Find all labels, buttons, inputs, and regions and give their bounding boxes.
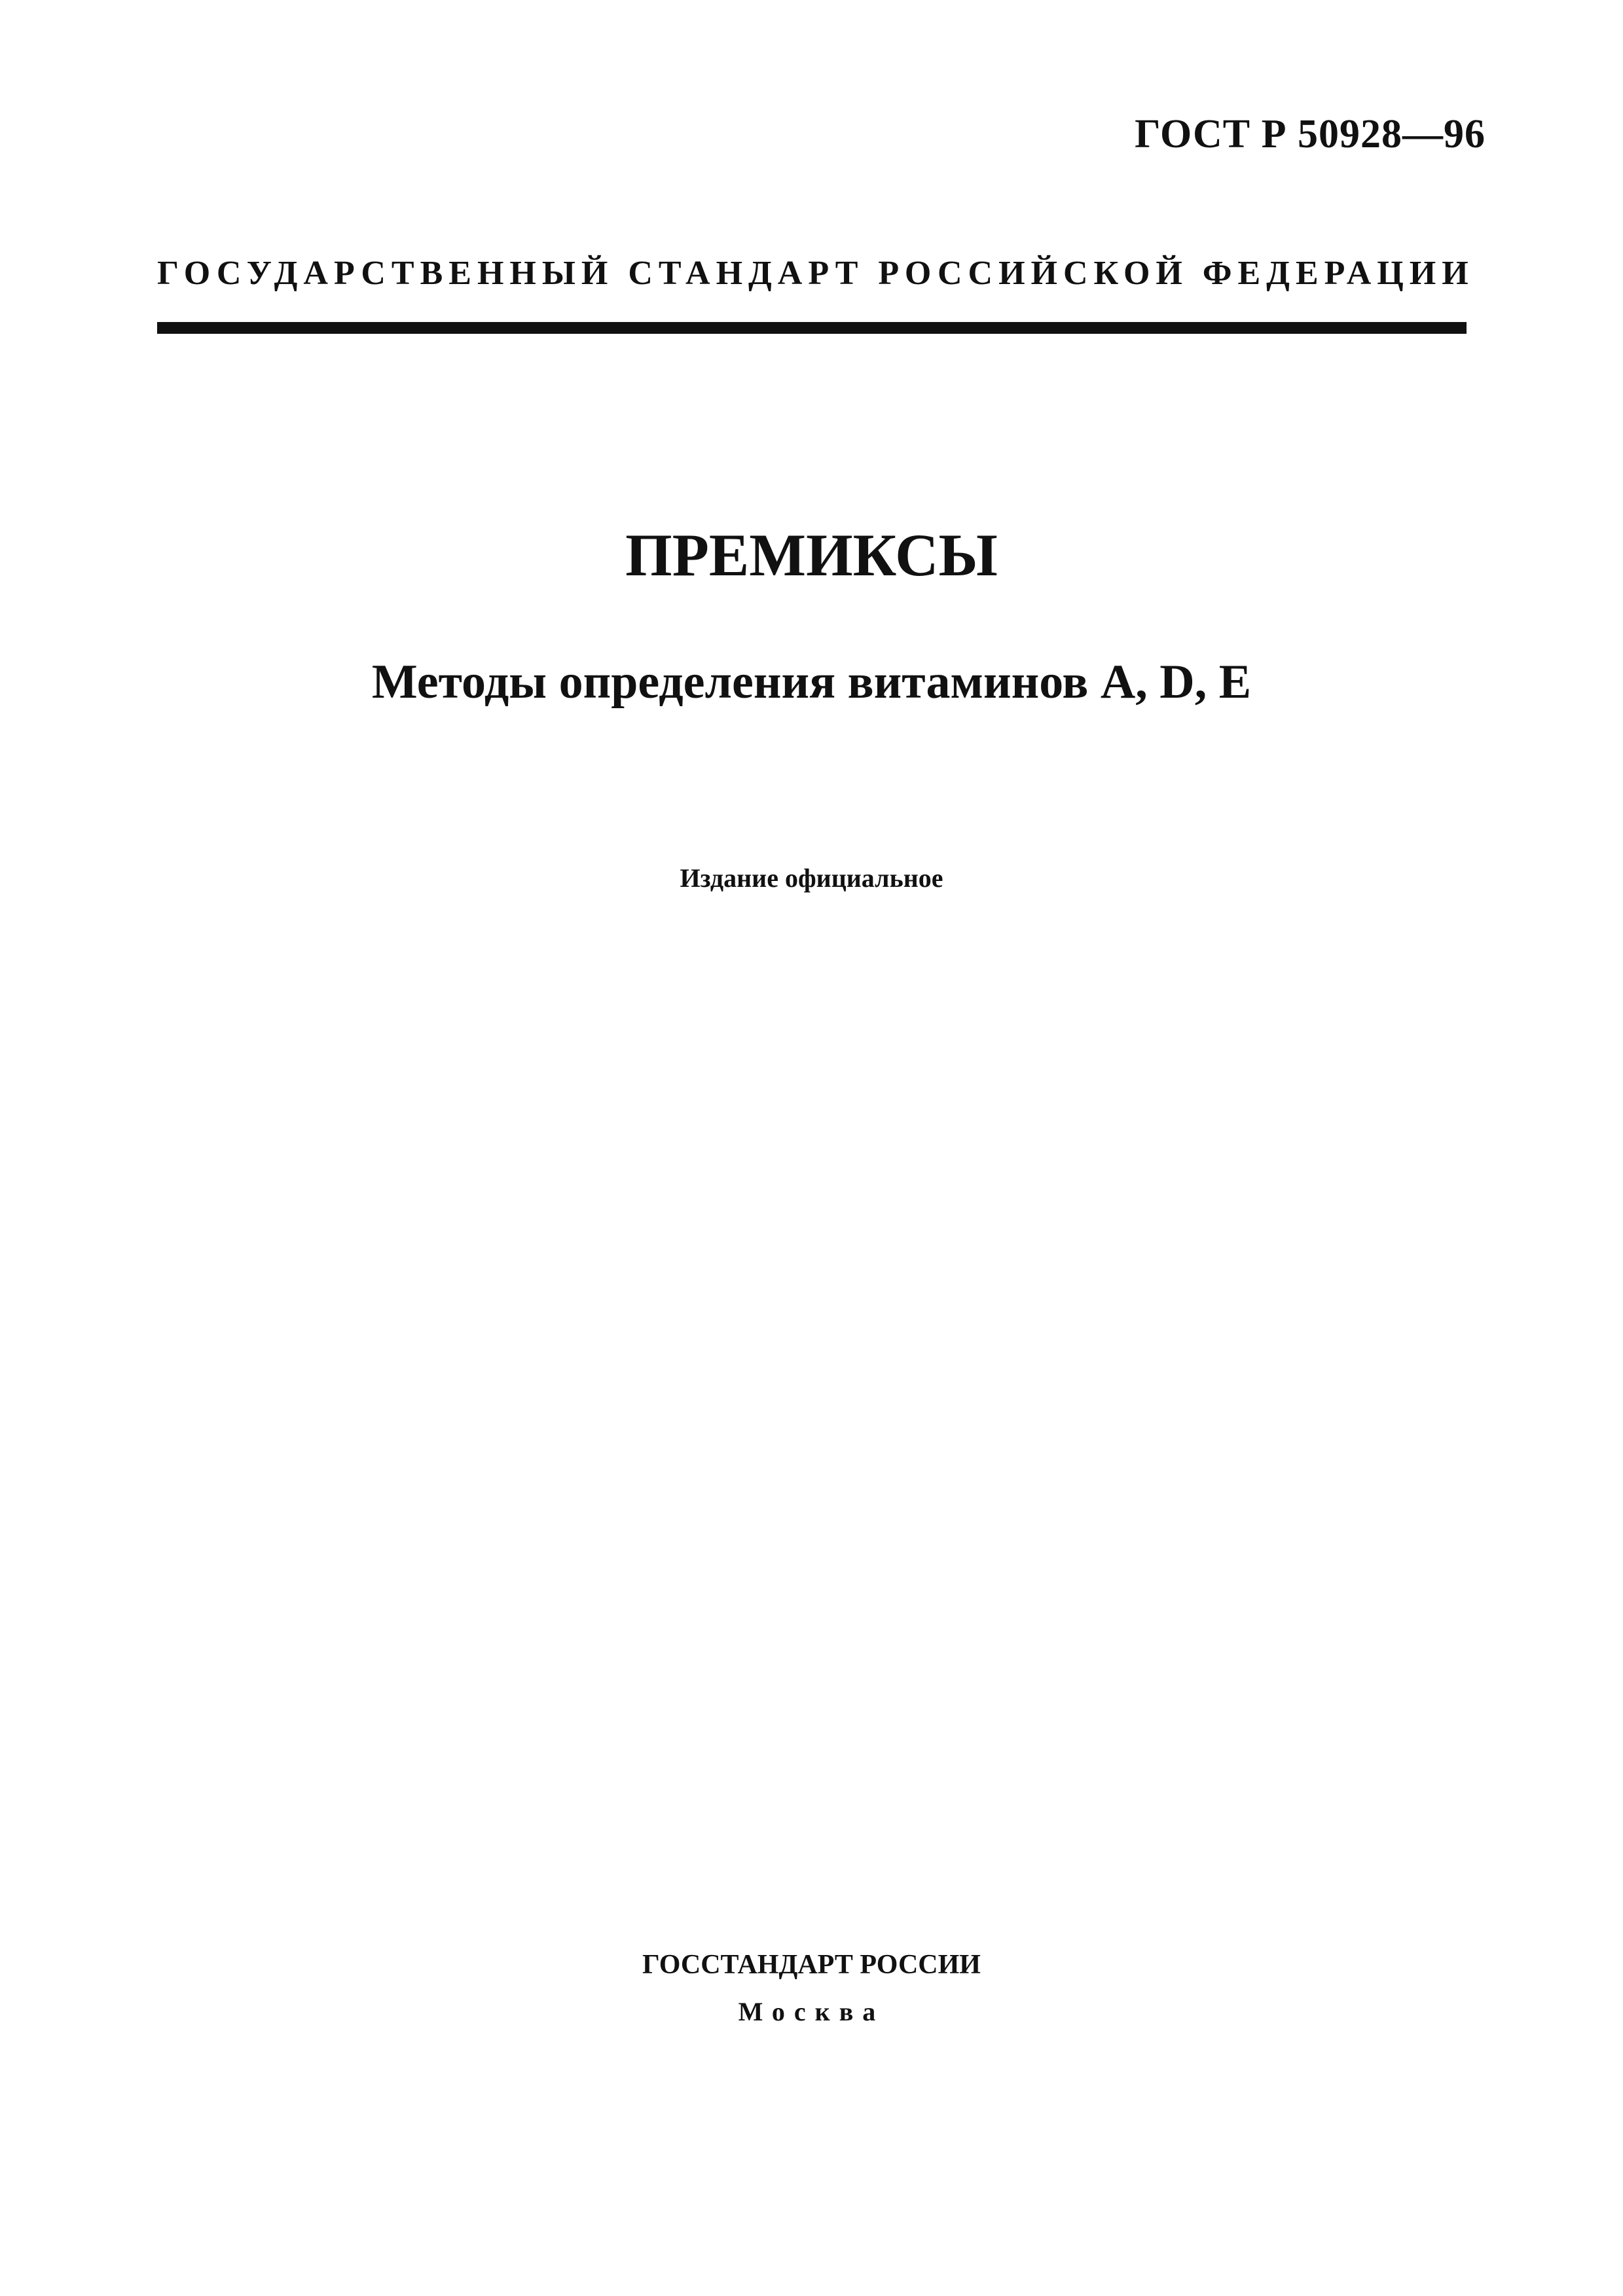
header-divider <box>157 322 1467 334</box>
publisher-name: ГОССТАНДАРТ РОССИИ <box>642 1950 981 1980</box>
publisher-city: Москва <box>738 1997 885 2026</box>
standard-type-heading: ГОСУДАРСТВЕННЫЙ СТАНДАРТ РОССИЙСКОЙ ФЕДЕРАЦИИ <box>157 255 1474 292</box>
document-title: ПРЕМИКСЫ <box>625 522 998 588</box>
edition-note: Издание официальное <box>680 863 943 893</box>
document-number: ГОСТ Р 50928—96 <box>1135 112 1486 156</box>
document-subtitle: Методы определения витаминов A, D, E <box>371 655 1252 709</box>
